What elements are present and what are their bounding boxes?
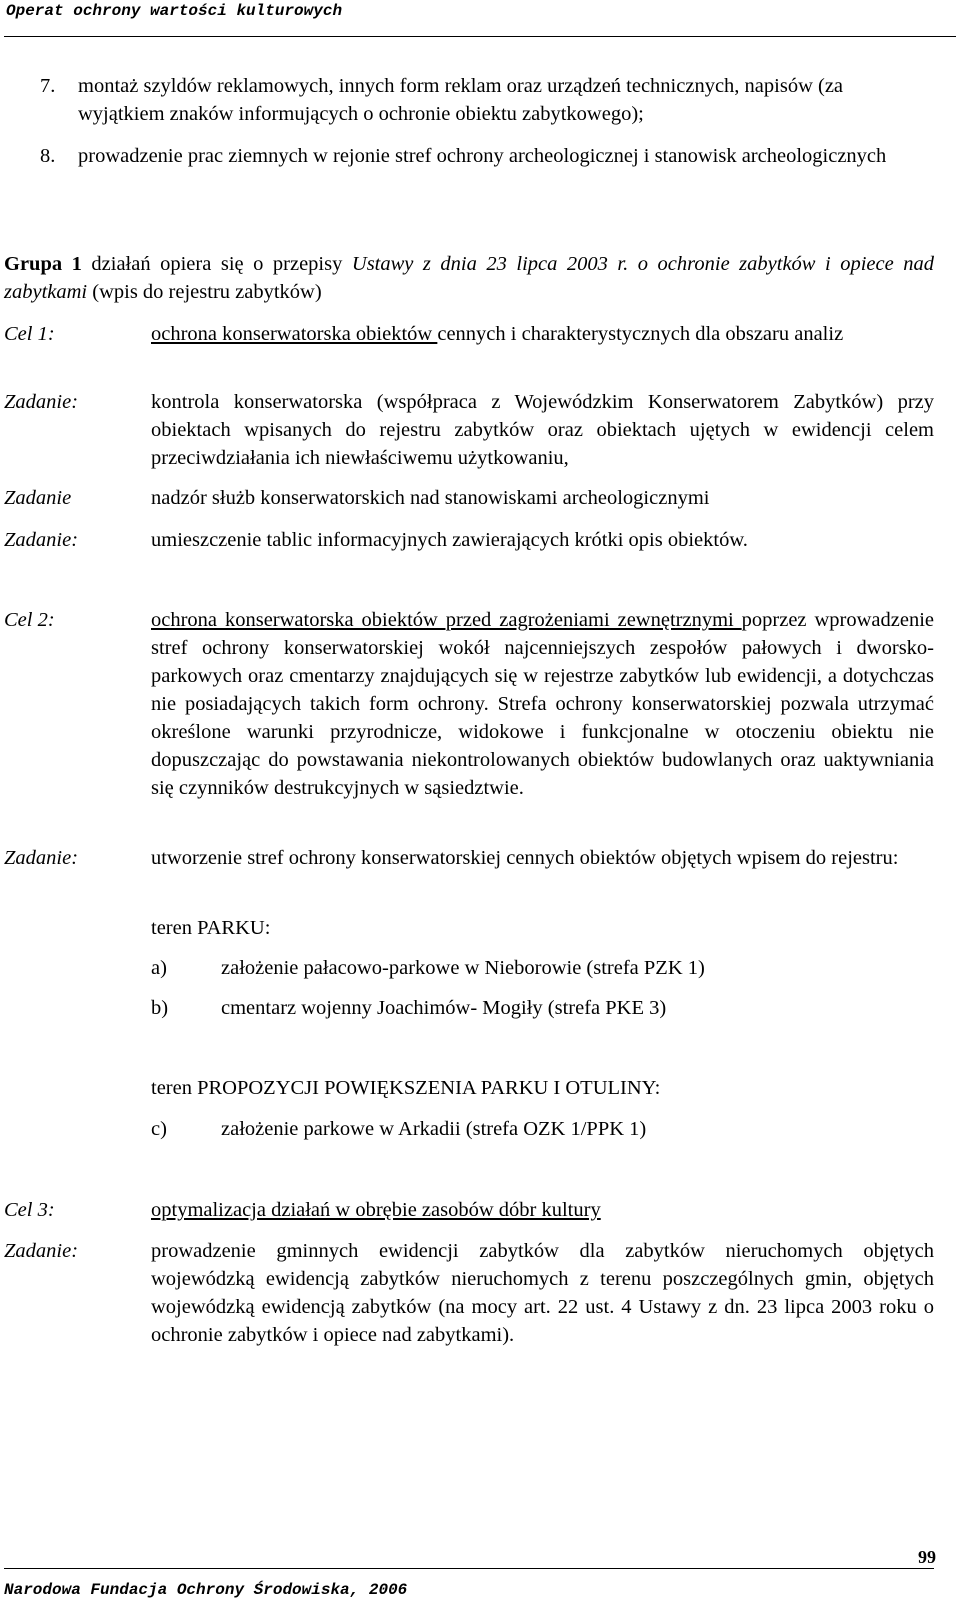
cel3-value bbox=[151, 1196, 934, 1224]
extension-heading: teren PROPOZYCJI POWIĘKSZENIA PARKU I OTULINY: bbox=[151, 1077, 661, 1099]
task-label: Zadanie: bbox=[4, 1240, 79, 1262]
cel1-underlined: ochrona konserwatorska obiektów bbox=[151, 323, 438, 345]
list-item bbox=[40, 72, 932, 128]
page-number: 99 bbox=[918, 1547, 936, 1567]
page-header bbox=[4, 0, 956, 37]
zone-text: cmentarz wojenny Joachimów- Mogiły (strefa PKE 3) bbox=[221, 997, 667, 1019]
list-text: montaż szyldów reklamowych, innych form reklam oraz urządzeń technicznych, napisów (za wyjątkiem znaków informujących o ochronie obiektu zabytkowego); bbox=[78, 75, 844, 125]
list-number: 7. bbox=[40, 75, 56, 97]
cel1-value bbox=[151, 320, 934, 348]
zone-letter: b) bbox=[151, 997, 169, 1019]
cel3-label: Cel 3: bbox=[4, 1199, 55, 1221]
cel2-label: Cel 2: bbox=[4, 609, 55, 631]
footer-text: Narodowa Fundacja Ochrony Środowiska, 2006 bbox=[4, 1581, 408, 1599]
task-text: nadzór służb konserwatorskich nad stanowiskami archeologicznymi bbox=[151, 487, 710, 509]
park-heading: teren PARKU: bbox=[151, 917, 271, 939]
zone-letter: c) bbox=[151, 1118, 167, 1140]
header-title: Operat ochrony wartości kulturowych bbox=[6, 2, 343, 20]
list-text: prowadzenie prac ziemnych w rejonie stref ochrony archeologicznej i stanowisk archeologicznych bbox=[78, 145, 887, 167]
cel2-value bbox=[151, 606, 934, 802]
page-footer bbox=[4, 1547, 936, 1605]
list-number: 8. bbox=[40, 145, 56, 167]
cel2-underlined: ochrona konserwatorska obiektów przed zagrożeniami zewnętrznymi bbox=[151, 609, 742, 631]
list-item bbox=[40, 142, 932, 170]
cel3-underlined: optymalizacja działań w obrębie zasobów dóbr kultury bbox=[151, 1199, 601, 1221]
task-label: Zadanie: bbox=[4, 529, 79, 551]
task-label: Zadanie bbox=[4, 487, 72, 509]
task-text: kontrola konserwatorska (współpraca z Wojewódzkim Konserwatorem Zabytków) przy obiektach wpisanych do rejestru zabytków oraz obiektach ujętych w ewidencji celem przeciwdziałania ich niewłaściwemu użytkowaniu, bbox=[151, 391, 934, 469]
task-text: prowadzenie gminnych ewidencji zabytków dla zabytków nieruchomych objętych wojewódzką ewidencją zabytków nieruchomych z terenu poszczególnych gmin, objętych wojewódzką ewidencją zabytków (na mocy art. 22 ust. 4 Ustawy z dn. 23 lipca 2003 roku o ochronie zabytków i opiece nad zabytkami). bbox=[151, 1240, 934, 1346]
cel1-label: Cel 1: bbox=[4, 323, 55, 345]
group1-law-title: Ustawy z dnia 23 lipca 2003 r. o ochronie zabytków i opiece nad zabytkami bbox=[4, 253, 934, 303]
task-label: Zadanie: bbox=[4, 391, 79, 413]
group1-paragraph bbox=[4, 250, 934, 306]
task-text: umieszczenie tablic informacyjnych zawierających krótki opis obiektów. bbox=[151, 529, 748, 551]
task-text: utworzenie stref ochrony konserwatorskiej cennych obiektów objętych wpisem do rejestru: bbox=[151, 847, 899, 869]
zone-text: założenie pałacowo-parkowe w Nieborowie (strefa PZK 1) bbox=[221, 957, 705, 979]
cel2-rest: poprzez wprowadzenie stref ochrony konserwatorskiej wokół najcenniejszych zespołów pałowych i dworsko-parkowych oraz cmentarzy znajdujących się w rejestrze zabytków lub ewidencji, a dotychczas nie posiadających takich form ochrony. Strefa ochrony konserwatorskiej pozwala utrzymać określone warunki przyrodnicze, widokowe i funkcjonalne w otoczeniu obiektu nie dopuszczając do powstawania niekontrolowanych obiektów budowlanych oraz uaktywniania się czynników destrukcyjnych w sąsiedztwie. bbox=[151, 609, 934, 799]
zone-letter: a) bbox=[151, 957, 167, 979]
group1-bold: Grupa 1 bbox=[4, 253, 82, 275]
cel1-rest: cennych i charakterystycznych dla obszaru analiz bbox=[437, 323, 844, 345]
group1-text-end: (wpis do rejestru zabytków) bbox=[87, 281, 322, 303]
task-label: Zadanie: bbox=[4, 847, 79, 869]
zone-text: założenie parkowe w Arkadii (strefa OZK 1/PPK 1) bbox=[221, 1118, 647, 1140]
group1-text: działań opiera się o przepisy bbox=[81, 253, 352, 275]
